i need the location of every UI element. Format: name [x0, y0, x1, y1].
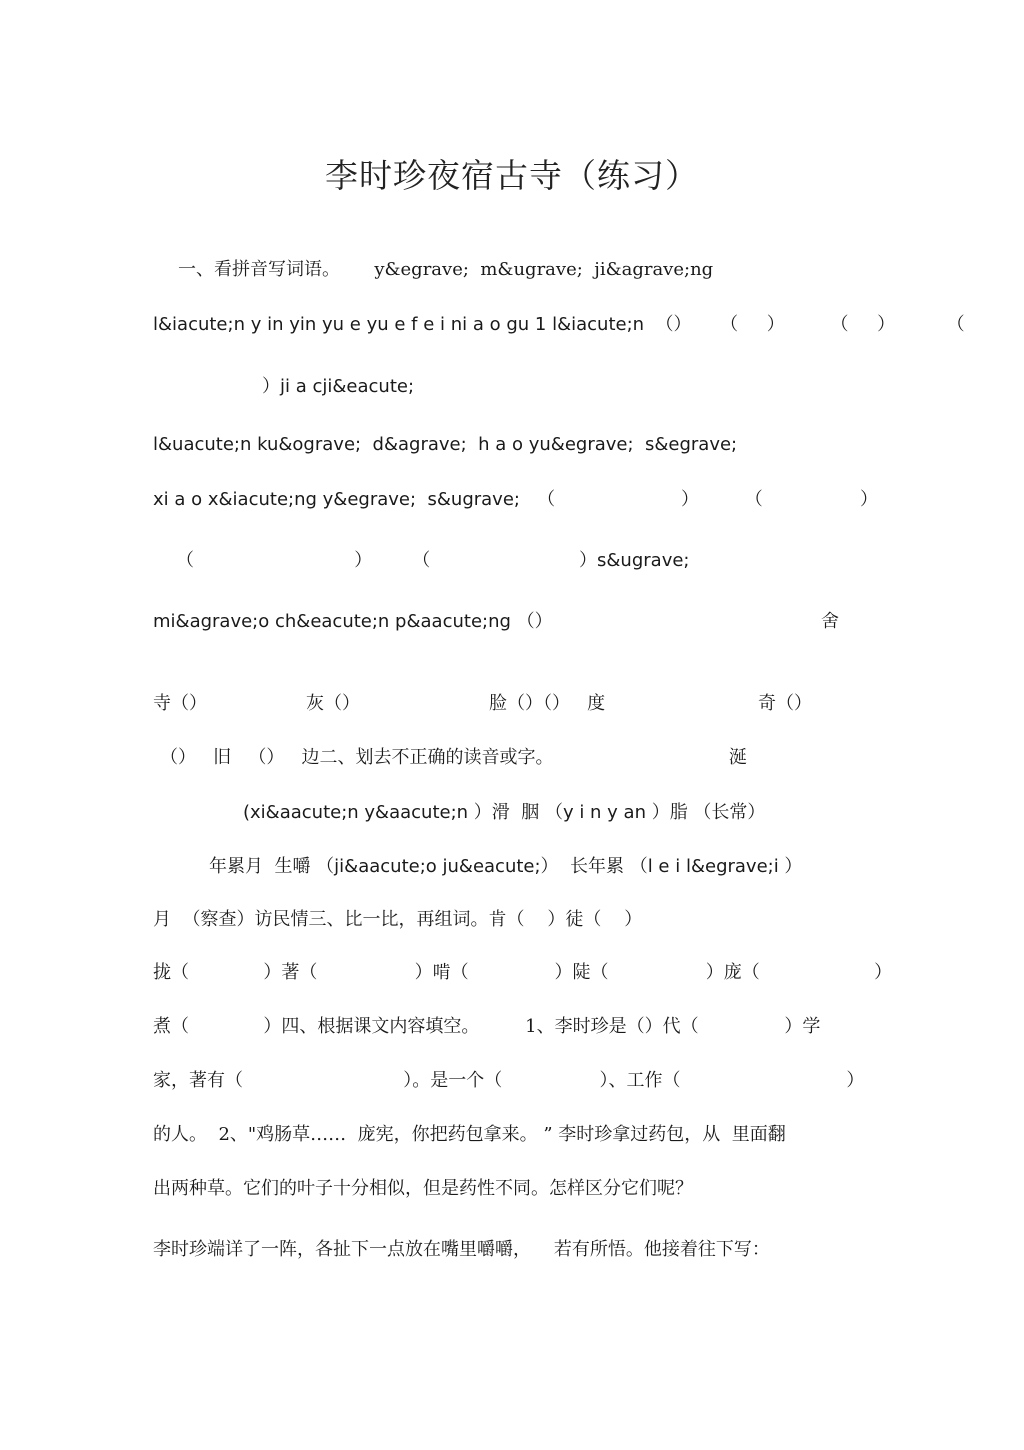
text-line: mi&agrave;o ch&eacute;n p&aacute;ng （）: [153, 611, 553, 632]
text-line: 舍: [821, 611, 839, 632]
text-line: 年累月 生嚼 （ji&aacute;o ju&eacute;） 长年累 （l e i l&egrave;i ）: [209, 856, 803, 877]
text-line: l&iacute;n y in yin yu e yu e f e i ni a o gu 1 l&iacute;n （） （ ） （ ） （: [153, 314, 965, 335]
text-line: 一、看拼音写词语。 y&egrave; m&ugrave; ji&agrave;ng: [178, 259, 714, 280]
text-line: 的人。 2、"鸡肠草…… 庞宪，你把药包拿来。 ” 李时珍拿过药包，从 里面翻: [153, 1124, 786, 1145]
text-line: 出两种草。它们的叶子十分相似，但是药性不同。怎样区分它们呢？: [153, 1178, 693, 1199]
text-line: 李时珍端详了一阵，各扯下一点放在嘴里嚼嚼， 若有所悟。他接着往下写：: [153, 1239, 770, 1260]
document-title: 李时珍夜宿古寺（练习）: [325, 156, 699, 195]
text-line: 寺（）: [153, 693, 207, 714]
text-line: 煮（ ）四、根据课文内容填空。 1、李时珍是（）代（ ）学: [153, 1016, 821, 1037]
text-line: 家，著有（ ）。是一个（ ）、工作（ ）: [153, 1070, 865, 1091]
text-line: 月 （察查）访民情三、比一比，再组词。肯（ ）徒（ ）: [153, 909, 643, 930]
text-line: 灰（）: [306, 693, 360, 714]
text-line: （） 旧 （） 边二、划去不正确的读音或字。: [160, 747, 554, 768]
text-line: （ ） （ ）s&ugrave;: [176, 550, 690, 571]
text-line: xi a o x&iacute;ng y&egrave; s&ugrave; （ ） （ ）: [153, 489, 879, 510]
text-line: 奇（）: [758, 693, 812, 714]
text-line: ）ji a cji&eacute;: [262, 376, 415, 397]
text-line: 涎: [729, 747, 747, 768]
text-line: 拢（ ）著（ ）啃（ ）陡（ ）庞（ ）: [153, 962, 893, 983]
text-line: l&uacute;n ku&ograve; d&agrave; h a o yu&egrave; s&egrave;: [153, 434, 738, 455]
text-line: (xi&aacute;n y&aacute;n ）滑 胭 （y i n y an ）脂 （长常）: [243, 802, 766, 823]
text-line: 脸（）（） 度: [489, 693, 606, 714]
